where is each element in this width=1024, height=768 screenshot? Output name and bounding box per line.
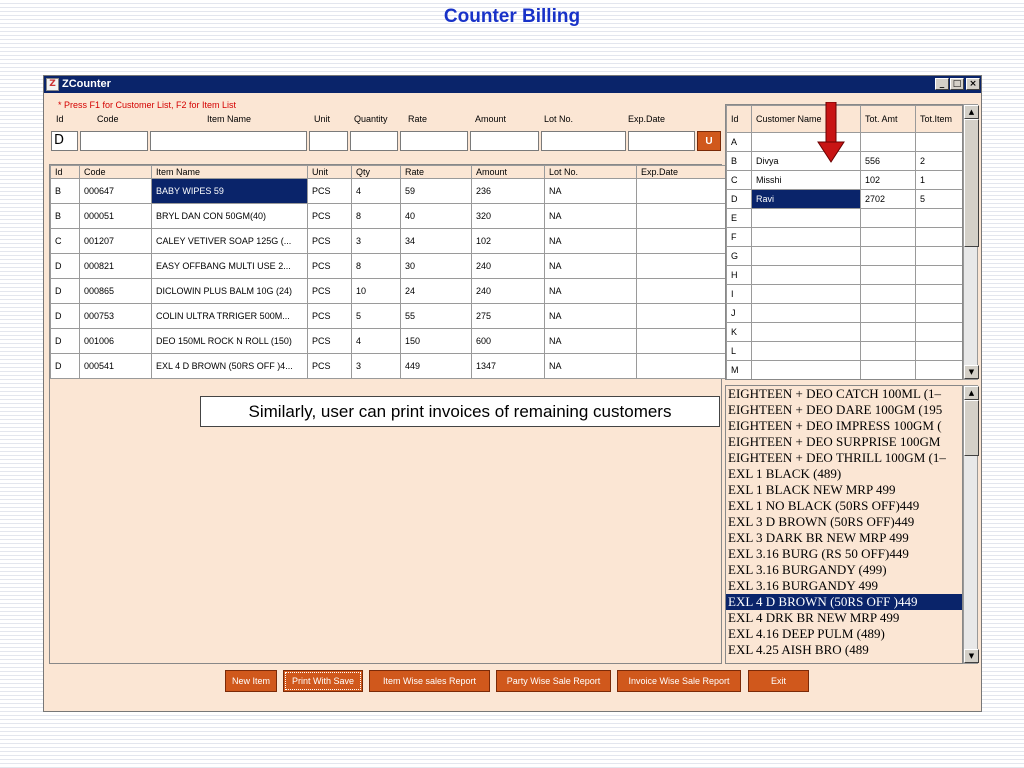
bill-cell-code[interactable]: 000753 <box>80 304 152 329</box>
scroll-up-arrow-icon[interactable]: ▲ <box>964 105 979 119</box>
customer-cell-total-amount[interactable] <box>861 247 916 266</box>
bill-cell-item-name[interactable]: DEO 150ML ROCK N ROLL (150) <box>152 329 308 354</box>
bill-cell-id[interactable]: D <box>51 304 80 329</box>
customer-cell-total-amount[interactable] <box>861 342 916 361</box>
bill-cell-unit[interactable]: PCS <box>308 204 352 229</box>
item-list-entry[interactable]: EXL 3.16 BURGANDY 499 <box>728 578 878 593</box>
bill-cell-id[interactable]: D <box>51 279 80 304</box>
print-with-save-button[interactable]: Print With Save <box>283 670 363 692</box>
customer-row[interactable] <box>727 285 964 304</box>
bill-cell-code[interactable]: 001006 <box>80 329 152 354</box>
item-wise-report-button[interactable]: Item Wise sales Report <box>369 670 490 692</box>
scroll-thumb[interactable] <box>964 400 979 456</box>
bill-cell-amount[interactable]: 1347 <box>472 354 545 379</box>
label-amount: Amount <box>475 114 507 124</box>
bill-cell-unit[interactable]: PCS <box>308 254 352 279</box>
customer-row[interactable] <box>727 247 964 266</box>
new-item-button[interactable]: New Item <box>225 670 277 692</box>
customer-cell-total-amount[interactable] <box>861 285 916 304</box>
bill-cell-exp-date[interactable] <box>637 179 727 204</box>
bill-cell-item-name[interactable]: DICLOWIN PLUS BALM 10G (24) <box>152 279 308 304</box>
customer-cell-total-items[interactable] <box>916 228 964 247</box>
bill-cell-code[interactable]: 000865 <box>80 279 152 304</box>
bill-cell-amount[interactable]: 275 <box>472 304 545 329</box>
bill-cell-id[interactable]: D <box>51 354 80 379</box>
item-list-entry[interactable]: EXL 1 BLACK (489) <box>728 466 842 481</box>
bill-cell-qty[interactable]: 4 <box>352 329 401 354</box>
customer-cell-total-items[interactable] <box>916 285 964 304</box>
bill-cell-unit[interactable]: PCS <box>308 179 352 204</box>
label-exp-date: Exp.Date <box>628 114 666 124</box>
bill-cell-code[interactable]: 000647 <box>80 179 152 204</box>
bill-row[interactable] <box>51 254 727 279</box>
bill-cell-rate[interactable]: 150 <box>401 329 472 354</box>
customer-cell-id[interactable]: A <box>727 133 752 152</box>
bill-cell-rate[interactable]: 449 <box>401 354 472 379</box>
customer-cell-total-amount[interactable] <box>861 228 916 247</box>
bill-cell-item-name[interactable]: BABY WIPES 59 <box>152 179 308 204</box>
item-list-entry[interactable]: EIGHTEEN + DEO THRILL 100GM (1– <box>728 450 946 465</box>
invoice-wise-report-button[interactable]: Invoice Wise Sale Report <box>617 670 741 692</box>
bill-cell-lot-no[interactable]: NA <box>545 279 637 304</box>
window-title: ZCounter <box>62 78 111 90</box>
label-quantity: Quantity <box>354 114 388 124</box>
bill-cell-exp-date[interactable] <box>637 254 727 279</box>
item-list-entry[interactable]: EIGHTEEN + DEO IMPRESS 100GM ( <box>728 418 942 433</box>
item-list-entry[interactable]: EXL 4 DRK BR NEW MRP 499 <box>728 610 900 625</box>
bill-cell-amount[interactable]: 320 <box>472 204 545 229</box>
bill-cell-id[interactable]: B <box>51 179 80 204</box>
customer-cell-id[interactable]: G <box>727 247 752 266</box>
bill-row[interactable] <box>51 279 727 304</box>
bill-cell-item-name[interactable]: EASY OFFBANG MULTI USE 2... <box>152 254 308 279</box>
customer-header-name[interactable]: Customer Name <box>752 106 861 133</box>
bill-cell-qty[interactable]: 4 <box>352 179 401 204</box>
item-list-entry[interactable]: EXL 3 D BROWN (50RS OFF)449 <box>728 514 915 529</box>
bill-cell-qty[interactable]: 5 <box>352 304 401 329</box>
customer-cell-total-amount[interactable] <box>861 361 916 380</box>
bill-cell-qty[interactable]: 8 <box>352 204 401 229</box>
customer-cell-name[interactable]: Divya <box>752 152 861 171</box>
minimize-button[interactable]: _ <box>935 78 949 90</box>
customer-cell-id[interactable]: C <box>727 171 752 190</box>
bill-row[interactable] <box>51 304 727 329</box>
bill-cell-lot-no[interactable]: NA <box>545 304 637 329</box>
bill-cell-unit[interactable]: PCS <box>308 329 352 354</box>
bill-cell-exp-date[interactable] <box>637 329 727 354</box>
bill-cell-exp-date[interactable] <box>637 204 727 229</box>
close-button[interactable]: × <box>966 78 980 90</box>
customer-row[interactable] <box>727 209 964 228</box>
bill-cell-code[interactable]: 000051 <box>80 204 152 229</box>
bill-cell-amount[interactable]: 240 <box>472 279 545 304</box>
customer-row[interactable] <box>727 228 964 247</box>
customer-cell-total-amount[interactable]: 2702 <box>861 190 916 209</box>
rate-field[interactable] <box>400 131 468 151</box>
quantity-field[interactable] <box>350 131 398 151</box>
scroll-down-arrow-icon[interactable]: ▼ <box>964 649 979 663</box>
bill-row[interactable] <box>51 229 727 254</box>
label-unit: Unit <box>314 114 331 124</box>
bill-header-lot-no[interactable]: Lot No. <box>545 166 637 179</box>
customer-cell-id[interactable]: I <box>727 285 752 304</box>
bill-cell-lot-no[interactable]: NA <box>545 229 637 254</box>
label-id: Id <box>56 114 64 124</box>
customer-cell-name[interactable]: Ravi <box>752 190 861 209</box>
slide-title: Counter Billing <box>443 6 581 27</box>
exp-date-field[interactable] <box>628 131 695 151</box>
label-code: Code <box>97 114 119 124</box>
bill-cell-code[interactable]: 001207 <box>80 229 152 254</box>
customer-cell-id[interactable]: B <box>727 152 752 171</box>
id-field[interactable]: D <box>51 131 78 151</box>
customer-cell-total-items[interactable] <box>916 361 964 380</box>
bill-cell-qty[interactable]: 3 <box>352 229 401 254</box>
bill-cell-id[interactable]: D <box>51 329 80 354</box>
customer-cell-id[interactable]: K <box>727 323 752 342</box>
customer-cell-total-items[interactable] <box>916 209 964 228</box>
bill-cell-exp-date[interactable] <box>637 279 727 304</box>
bill-row[interactable] <box>51 179 727 204</box>
customer-cell-name[interactable] <box>752 247 861 266</box>
customer-cell-name[interactable] <box>752 228 861 247</box>
bill-header-exp-date[interactable]: Exp.Date <box>637 166 727 179</box>
bill-cell-exp-date[interactable] <box>637 304 727 329</box>
customer-row[interactable] <box>727 361 964 380</box>
bill-header-id[interactable]: Id <box>51 166 80 179</box>
customer-row[interactable] <box>727 190 964 209</box>
customer-row[interactable] <box>727 342 964 361</box>
app-icon: Z <box>46 78 59 91</box>
bill-cell-id[interactable]: B <box>51 204 80 229</box>
bill-cell-qty[interactable]: 3 <box>352 354 401 379</box>
customer-cell-name[interactable] <box>752 209 861 228</box>
customer-cell-total-items[interactable] <box>916 133 964 152</box>
customer-cell-total-amount[interactable] <box>861 304 916 323</box>
customer-cell-total-amount[interactable] <box>861 266 916 285</box>
bill-row[interactable] <box>51 329 727 354</box>
exit-button[interactable]: Exit <box>748 670 809 692</box>
bill-cell-id[interactable]: D <box>51 254 80 279</box>
bill-cell-rate[interactable]: 40 <box>401 204 472 229</box>
bill-cell-unit[interactable]: PCS <box>308 354 352 379</box>
customer-cell-id[interactable]: E <box>727 209 752 228</box>
window-titlebar[interactable] <box>44 76 981 93</box>
customer-cell-total-amount[interactable] <box>861 133 916 152</box>
customer-list-scrollbar[interactable] <box>963 104 978 380</box>
bill-cell-item-name[interactable]: COLIN ULTRA TRRIGER 500M... <box>152 304 308 329</box>
customer-cell-total-items[interactable] <box>916 323 964 342</box>
item-list-entry[interactable]: EXL 3.16 BURG (RS 50 OFF)449 <box>728 546 909 561</box>
customer-cell-total-items[interactable] <box>916 304 964 323</box>
item-list-entry[interactable]: EXL 4.25 AISH BRO (489 <box>728 642 869 657</box>
bill-cell-unit[interactable]: PCS <box>308 279 352 304</box>
maximize-button[interactable]: □ <box>950 78 964 90</box>
bill-header-amount[interactable]: Amount <box>472 166 545 179</box>
bill-cell-lot-no[interactable]: NA <box>545 254 637 279</box>
customer-cell-total-amount[interactable]: 102 <box>861 171 916 190</box>
bill-cell-amount[interactable]: 236 <box>472 179 545 204</box>
shortcut-hint: * Press F1 for Customer List, F2 for Item List <box>58 100 237 110</box>
customer-cell-total-items[interactable] <box>916 247 964 266</box>
label-lot-no: Lot No. <box>544 114 574 124</box>
customer-cell-name[interactable] <box>752 361 861 380</box>
item-list-entry[interactable]: EIGHTEEN + DEO SURPRISE 100GM <box>728 434 941 449</box>
customer-row[interactable] <box>727 323 964 342</box>
customer-row[interactable] <box>727 171 964 190</box>
customer-cell-total-items[interactable] <box>916 342 964 361</box>
scroll-thumb[interactable] <box>964 119 979 247</box>
bill-cell-rate[interactable]: 34 <box>401 229 472 254</box>
bill-cell-rate[interactable]: 30 <box>401 254 472 279</box>
item-list-scrollbar[interactable] <box>963 385 978 664</box>
bill-cell-amount[interactable]: 600 <box>472 329 545 354</box>
customer-cell-name[interactable] <box>752 266 861 285</box>
bill-cell-item-name[interactable]: EXL 4 D BROWN (50RS OFF )4... <box>152 354 308 379</box>
label-rate: Rate <box>408 114 428 124</box>
scroll-down-arrow-icon[interactable]: ▼ <box>964 365 979 379</box>
unit-field[interactable] <box>309 131 348 151</box>
customer-header-total-amount[interactable]: Tot. Amt <box>861 106 916 133</box>
customer-row[interactable] <box>727 266 964 285</box>
customer-header-total-items[interactable]: Tot.Item <box>916 106 964 133</box>
bill-row[interactable] <box>51 204 727 229</box>
amount-field[interactable] <box>470 131 539 151</box>
party-wise-report-button[interactable]: Party Wise Sale Report <box>496 670 611 692</box>
customer-cell-id[interactable]: L <box>727 342 752 361</box>
customer-cell-name[interactable]: Misshi <box>752 171 861 190</box>
customer-cell-id[interactable]: M <box>727 361 752 380</box>
item-list-entry[interactable]: EXL 4 D BROWN (50RS OFF )449 <box>726 594 962 610</box>
bill-items-table <box>50 165 727 379</box>
item-list-entry[interactable]: EXL 1 BLACK NEW MRP 499 <box>728 482 896 497</box>
customer-cell-name[interactable] <box>752 323 861 342</box>
customer-cell-id[interactable]: J <box>727 304 752 323</box>
bill-cell-rate[interactable]: 24 <box>401 279 472 304</box>
bill-cell-unit[interactable]: PCS <box>308 304 352 329</box>
bill-cell-exp-date[interactable] <box>637 354 727 379</box>
customer-cell-total-items[interactable]: 1 <box>916 171 964 190</box>
bill-cell-lot-no[interactable]: NA <box>545 204 637 229</box>
customer-cell-name[interactable] <box>752 304 861 323</box>
scroll-up-arrow-icon[interactable]: ▲ <box>964 386 979 400</box>
code-field[interactable] <box>80 131 148 151</box>
red-down-arrow-icon <box>817 102 847 164</box>
customer-cell-total-amount[interactable] <box>861 323 916 342</box>
item-list-entry[interactable]: EXL 1 NO BLACK (50RS OFF)449 <box>728 498 920 513</box>
update-button[interactable]: U <box>697 131 721 151</box>
customer-cell-name[interactable] <box>752 285 861 304</box>
customer-cell-total-items[interactable] <box>916 266 964 285</box>
customer-cell-id[interactable]: F <box>727 228 752 247</box>
bill-cell-amount[interactable]: 240 <box>472 254 545 279</box>
bill-cell-id[interactable]: C <box>51 229 80 254</box>
bill-cell-code[interactable]: 000821 <box>80 254 152 279</box>
bill-cell-rate[interactable]: 59 <box>401 179 472 204</box>
customer-row[interactable] <box>727 304 964 323</box>
bill-cell-item-name[interactable]: BRYL DAN CON 50GM(40) <box>152 204 308 229</box>
bill-cell-code[interactable]: 000541 <box>80 354 152 379</box>
bill-cell-lot-no[interactable]: NA <box>545 179 637 204</box>
lot-no-field[interactable] <box>541 131 626 151</box>
bill-cell-amount[interactable]: 102 <box>472 229 545 254</box>
customer-cell-name[interactable] <box>752 342 861 361</box>
annotation-callout: Similarly, user can print invoices of remaining customers <box>200 396 720 427</box>
item-name-field[interactable] <box>150 131 307 151</box>
item-list[interactable] <box>725 385 963 664</box>
customer-cell-id[interactable]: D <box>727 190 752 209</box>
bill-header-unit[interactable]: Unit <box>308 166 352 179</box>
bill-cell-lot-no[interactable]: NA <box>545 354 637 379</box>
label-item-name: Item Name <box>207 114 252 124</box>
customer-cell-total-amount[interactable] <box>861 209 916 228</box>
bill-cell-lot-no[interactable]: NA <box>545 329 637 354</box>
customer-cell-total-amount[interactable]: 556 <box>861 152 916 171</box>
bill-header-item-name[interactable]: Item Name <box>152 166 308 179</box>
item-list-entry[interactable]: EIGHTEEN + DEO CATCH 100ML (1– <box>728 386 942 401</box>
bill-header-rate[interactable]: Rate <box>401 166 472 179</box>
bill-cell-qty[interactable]: 10 <box>352 279 401 304</box>
customer-cell-total-items[interactable]: 5 <box>916 190 964 209</box>
item-list-entry[interactable]: EIGHTEEN + DEO DARE 100GM (195 <box>728 402 943 417</box>
bill-cell-unit[interactable]: PCS <box>308 229 352 254</box>
bill-cell-rate[interactable]: 55 <box>401 304 472 329</box>
item-list-entry[interactable]: EXL 3 DARK BR NEW MRP 499 <box>728 530 909 545</box>
bill-cell-qty[interactable]: 8 <box>352 254 401 279</box>
customer-cell-id[interactable]: H <box>727 266 752 285</box>
bill-header-code[interactable]: Code <box>80 166 152 179</box>
customer-header-id[interactable]: Id <box>727 106 752 133</box>
bill-header-qty[interactable]: Qty <box>352 166 401 179</box>
bill-cell-exp-date[interactable] <box>637 229 727 254</box>
item-list-entry[interactable]: EXL 3.16 BURGANDY (499) <box>728 562 887 577</box>
bill-cell-item-name[interactable]: CALEY VETIVER SOAP 125G (... <box>152 229 308 254</box>
item-list-entry[interactable]: EXL 4.16 DEEP PULM (489) <box>728 626 885 641</box>
bill-row[interactable] <box>51 354 727 379</box>
customer-cell-total-items[interactable]: 2 <box>916 152 964 171</box>
